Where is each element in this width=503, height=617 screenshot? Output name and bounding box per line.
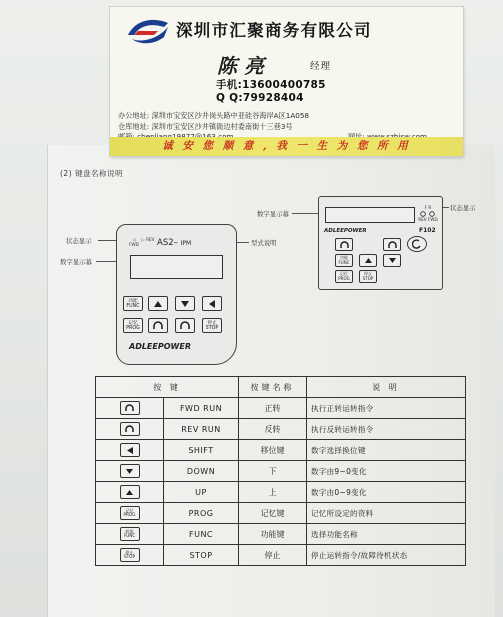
fwd-run-key[interactable]: [175, 318, 195, 333]
key-icon-cell: [96, 461, 164, 482]
down-icon: [120, 464, 140, 478]
fwd-run-icon: [120, 401, 140, 415]
key-table: [95, 376, 466, 566]
key-description: 停止运转指令/故障待机状态: [307, 545, 466, 566]
led-icon: [418, 211, 438, 217]
right-keypad: [318, 196, 443, 290]
header-key: 按 键: [96, 377, 239, 398]
up-key[interactable]: [148, 296, 168, 311]
table-header-row: [96, 377, 466, 398]
prog-key[interactable]: 记忆 PROG: [123, 318, 143, 333]
prog-key[interactable]: 记忆 PROG: [335, 270, 353, 283]
right-model: F102: [419, 227, 436, 234]
key-name: 移位键: [239, 440, 307, 461]
rev-run-icon: [120, 422, 140, 436]
table-row: [96, 482, 466, 503]
rev-run-key[interactable]: [148, 318, 168, 333]
left-keypad: [116, 224, 237, 365]
section-title: (2) 键盘名称说明: [60, 169, 124, 178]
shift-key[interactable]: [407, 236, 427, 252]
key-description: 选择功能名称: [307, 524, 466, 545]
qq-number: Q Q:79928404: [216, 92, 304, 104]
func-key-icon: 机能 FUNC: [120, 527, 140, 541]
key-name: 正转: [239, 398, 307, 419]
business-card: [110, 7, 463, 156]
table-row: [96, 398, 466, 419]
key-name: 下: [239, 461, 307, 482]
card-slogan: 诚 安 您 顺 意 , 我 一 生 为 您 所 用: [110, 137, 463, 156]
left-brand: ADLEEPOWER: [129, 342, 191, 351]
display-screen: [130, 255, 223, 279]
fwd-run-key[interactable]: [383, 238, 401, 251]
display-screen: [325, 207, 415, 223]
key-name: 上: [239, 482, 307, 503]
rev-indicator: ▷ REV: [141, 237, 155, 242]
up-arrow-icon: [364, 257, 373, 264]
table-row: [96, 440, 466, 461]
up-key[interactable]: [359, 254, 377, 267]
header-key-name: 按键名称: [239, 377, 307, 398]
table-row: [96, 461, 466, 482]
rotate-icon: [412, 239, 422, 249]
office-address: 办公地址: 深圳市宝安区沙井岗头路中亚硅谷海岸A区1A058: [118, 111, 309, 120]
table-row: [96, 503, 466, 524]
key-description: 数字由9~0变化: [307, 461, 466, 482]
person-name: 陈亮: [217, 54, 271, 78]
stop-key[interactable]: 停止 STOP: [359, 270, 377, 283]
key-code: SHIFT: [164, 440, 239, 461]
fwd-run-icon: [387, 241, 398, 249]
key-description: 记忆所设定的资料: [307, 503, 466, 524]
stop-key[interactable]: 停止 STOP: [202, 318, 222, 333]
key-icon-cell: [96, 419, 164, 440]
key-description: 数字选择换位键: [307, 440, 466, 461]
table-row: [96, 419, 466, 440]
up-arrow-icon: [153, 300, 163, 308]
warehouse-address: 仓库地址: 深圳市宝安区沙井镇衙边村委南街十三巷3号: [118, 121, 293, 131]
key-icon-cell: [96, 482, 164, 503]
fwd-run-icon: [179, 321, 191, 330]
stop-key-icon: 停止 STOP: [120, 548, 140, 562]
header-description: 说 明: [307, 377, 466, 398]
model-label: 型式说明: [251, 239, 277, 247]
right-screen-label: 数字显示幕: [257, 210, 289, 218]
key-icon-cell: [96, 503, 164, 524]
key-name: 反转: [239, 419, 307, 440]
left-arrow-icon: [208, 299, 216, 309]
rev-run-key[interactable]: [335, 238, 353, 251]
left-screen-label: 数字显示幕: [60, 258, 92, 266]
key-code: UP: [164, 482, 239, 503]
key-description: 数字由0~9变化: [307, 482, 466, 503]
key-code: STOP: [164, 545, 239, 566]
key-name: 记忆键: [239, 503, 307, 524]
key-name: 停止: [239, 545, 307, 566]
func-key[interactable]: 功能 FUNC: [335, 254, 353, 267]
rev-run-icon: [339, 241, 350, 249]
key-icon-cell: [96, 440, 164, 461]
key-code: PROG: [164, 503, 239, 524]
company-logo-icon: [124, 15, 172, 45]
person-title: 经理: [310, 61, 332, 72]
left-status-label: 状态显示: [66, 237, 92, 245]
down-arrow-icon: [180, 300, 190, 308]
shift-icon: [120, 443, 140, 457]
key-description: 执行正转运转指令: [307, 398, 466, 419]
right-brand: ADLEEPOWER: [324, 228, 367, 234]
right-status-label: 状态显示: [450, 204, 476, 212]
model-text: AS2– IPM: [157, 238, 192, 248]
phone-number: 手机:13600400785: [216, 79, 326, 91]
key-code: DOWN: [164, 461, 239, 482]
fr-indicator: F R REV FWD: [418, 205, 438, 222]
shift-key[interactable]: [202, 296, 222, 311]
key-name: 功能键: [239, 524, 307, 545]
key-icon-cell: [96, 524, 164, 545]
rev-run-icon: [152, 321, 164, 330]
key-code: FWD RUN: [164, 398, 239, 419]
table-row: [96, 524, 466, 545]
key-code: REV RUN: [164, 419, 239, 440]
func-key[interactable]: 功能 FUNC: [123, 296, 143, 311]
key-icon-cell: [96, 398, 164, 419]
fwd-indicator: ◁ FWD: [129, 237, 139, 247]
key-code: FUNC: [164, 524, 239, 545]
key-description: 执行反转运转指令: [307, 419, 466, 440]
key-icon-cell: [96, 545, 164, 566]
up-icon: [120, 485, 140, 499]
company-name: 深圳市汇聚商务有限公司: [176, 21, 372, 40]
down-key[interactable]: [383, 254, 401, 267]
down-key[interactable]: [175, 296, 195, 311]
table-row: [96, 545, 466, 566]
down-arrow-icon: [388, 257, 397, 264]
prog-key-icon: 记忆 PROG: [120, 506, 140, 520]
